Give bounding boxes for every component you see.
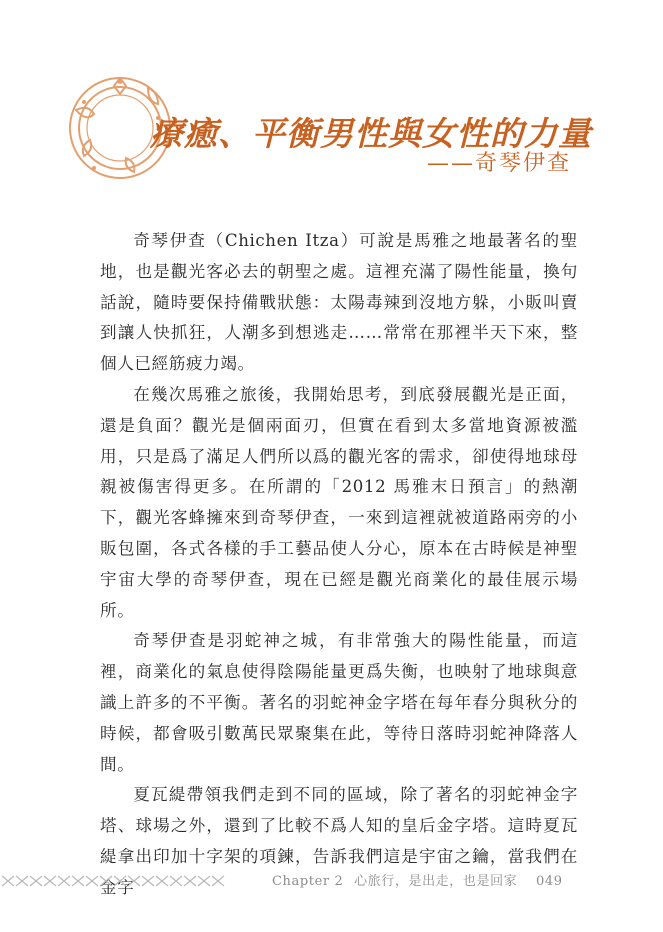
chapter-subtitle: ——奇琴伊查 <box>426 151 571 176</box>
paragraph-3: 奇琴伊查是羽蛇神之城，有非常強大的陽性能量，而這裡，商業化的氣息使得陰陽能量更爲失衡，也映射了地球與意識上許多的不平衡。著名的羽蛇神金字塔在每年春分與秋分的時候，都會吸引數萬民眾聚集在此，等待日落時羽蛇神降落人間。 <box>100 631 578 774</box>
footer-pattern-icon <box>0 874 225 888</box>
body-text <box>100 226 578 904</box>
page-footer <box>272 870 563 889</box>
paragraph-2: 在幾次馬雅之旅後，我開始思考，到底發展觀光是正面，還是負面？觀光是個兩面刃，但實在看到太多當地資源被濫用，只是爲了滿足人們所以爲的觀光客的需求，卻使得地球母親被傷害得更多。在所謂的「2012 馬雅末日預言」的熱潮下，觀光客蜂擁來到奇琴伊查，一來到這裡就被道路兩旁的小販包圍，各式各樣的手工藝品使人分心，原本在古時候是神聖宇宙大學的奇琴伊查，現在已經是觀光商業化的最佳展示場所。 <box>100 384 578 620</box>
paragraph-1: 奇琴伊查（Chichen Itza）可說是馬雅之地最著名的聖地，也是觀光客必去的朝聖之處。這裡充滿了陽性能量，換句話說，隨時要保持備戰狀態：太陽毒辣到沒地方躲，小販叫賣到讓人快抓狂，人潮多到想逃走……常常在那裡半天下來，整個人已經筋疲力竭。 <box>100 231 578 374</box>
footer-chapter-title: 心旅行，是出走，也是回家 <box>354 874 518 889</box>
paragraph-4: 夏瓦緹帶領我們走到不同的區域，除了著名的羽蛇神金字塔、球場之外，還到了比較不爲人知的皇后金字塔。這時夏瓦緹拿出印加十字架的項鍊，告訴我們這是宇宙之鑰，當我們在金字 <box>100 785 578 897</box>
chapter-title: 療癒、平衡男性與女性的力量 <box>150 114 592 153</box>
page-number: 049 <box>536 874 563 889</box>
footer-chapter: Chapter 2 <box>272 874 344 889</box>
